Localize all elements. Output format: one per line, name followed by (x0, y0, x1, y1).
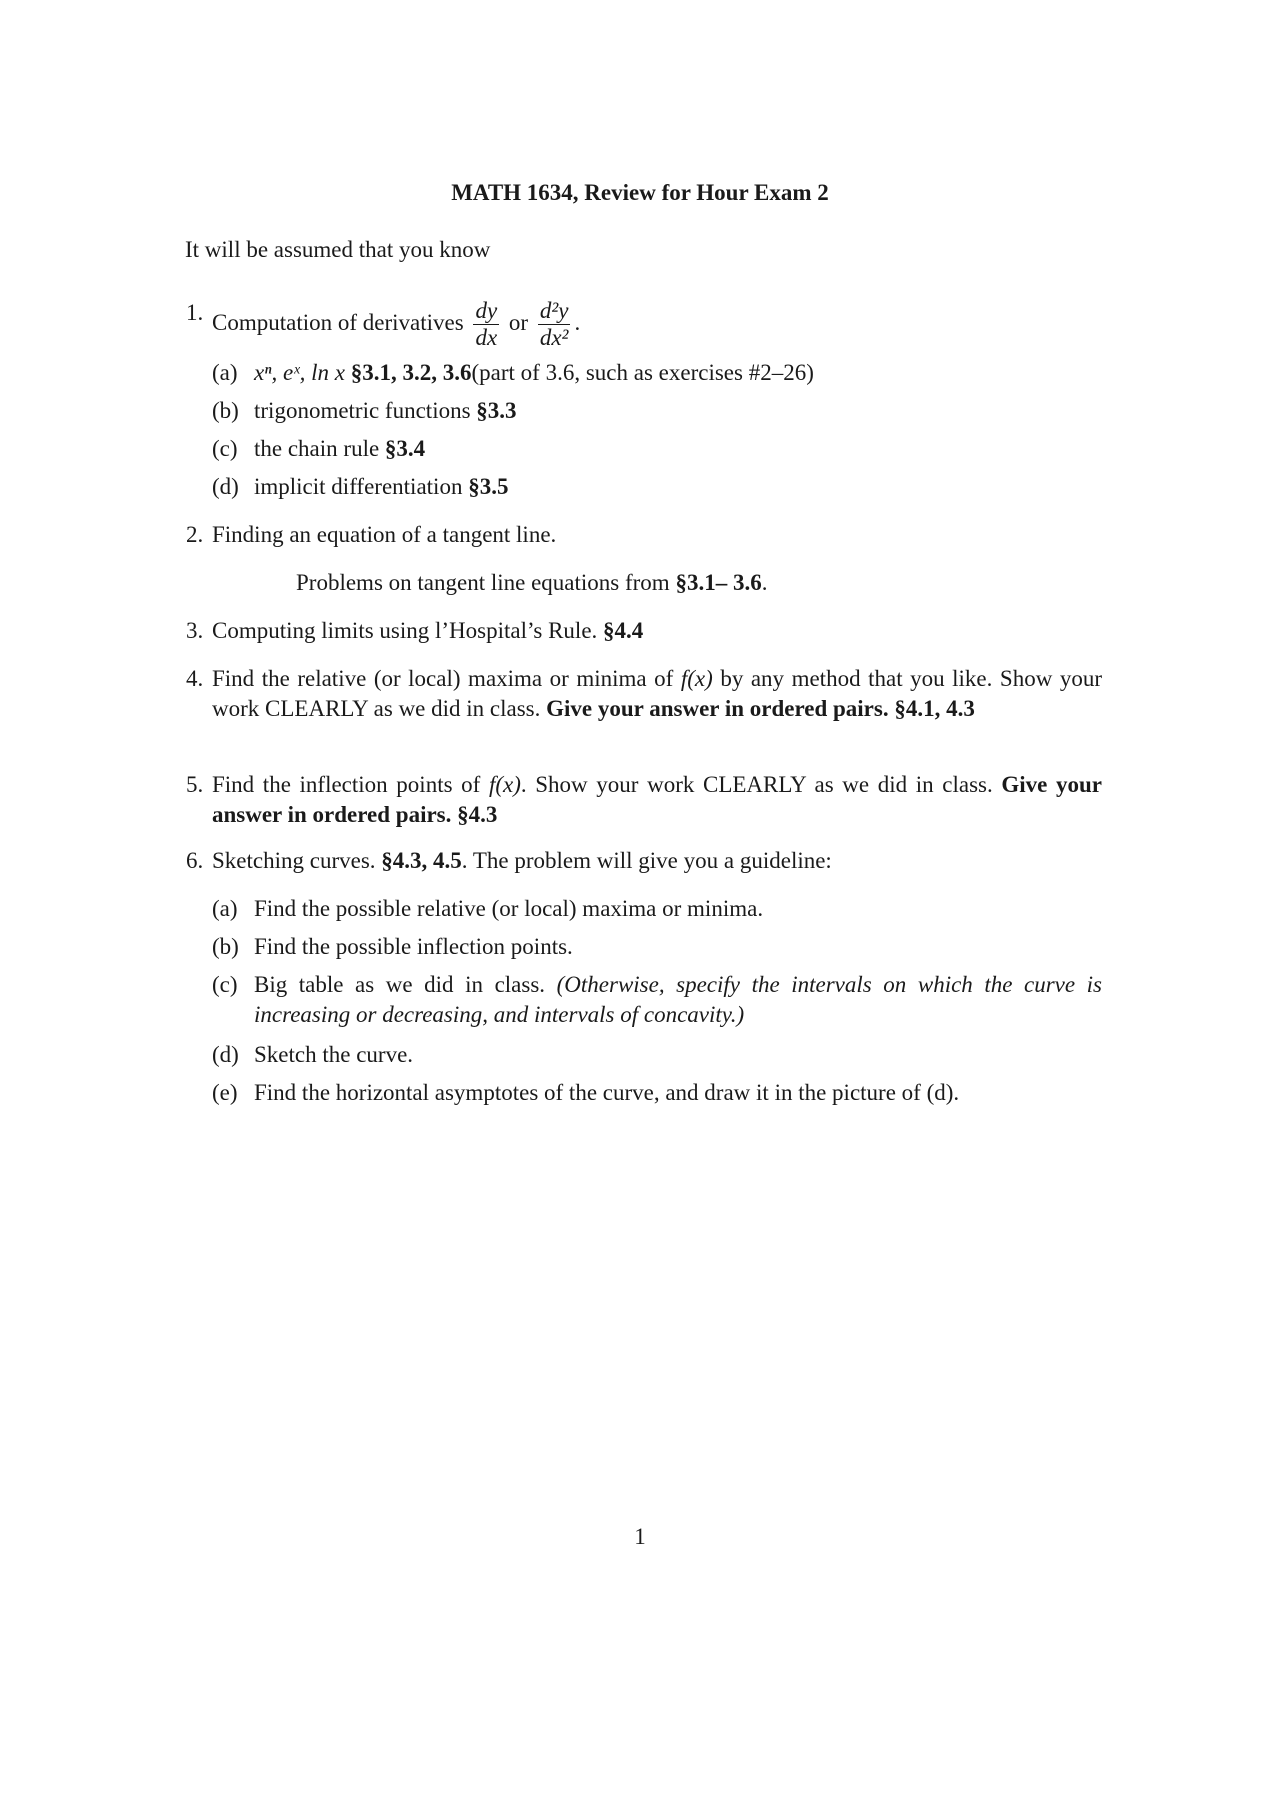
section-ref: §4.3, 4.5 (381, 848, 462, 873)
sub-item-label: (d) (212, 474, 239, 499)
sub-item-6d (212, 1040, 1102, 1070)
page-title: MATH 1634, Review for Hour Exam 2 (451, 180, 829, 205)
item-number: 1. (186, 300, 204, 325)
section-ref: §3.1– 3.6 (675, 570, 762, 595)
sub-item-text: (part of 3.6, such as exercises #2–26) (471, 360, 814, 385)
section-ref: §4.4 (603, 618, 644, 643)
sub-item-text: implicit differentiation (254, 474, 463, 499)
fraction-denominator: dx (475, 325, 498, 350)
sub-item-label: (b) (212, 934, 239, 959)
sub-item-text: trigonometric functions (254, 398, 471, 423)
item-number: 3. (186, 618, 204, 643)
sub-item-1c (212, 434, 1102, 464)
sub-item-1a (212, 358, 1102, 388)
bold-instruction: Give your answer in ordered pairs. §4.1, 4.3 (546, 696, 975, 721)
sub-item-6a (212, 894, 1102, 924)
fraction-numerator: dy (475, 298, 498, 323)
list-item-4 (186, 664, 1102, 724)
sub-item-label: (a) (212, 896, 238, 921)
item-number: 4. (186, 666, 204, 691)
sub-item-1d (212, 472, 1102, 502)
item-text: . Show your work CLEARLY as we did in class. (520, 772, 993, 797)
item-text: by any method that you like. Show your work CLEARLY as we did in class. (212, 666, 1102, 721)
list-item-5 (186, 770, 1103, 830)
sub-item-label: (c) (212, 972, 238, 997)
sub-item-label: (b) (212, 398, 239, 423)
sub-item-italic-note: (Otherwise, specify the intervals on which the curve is increasing or decreasing, and intervals of concavity.) (254, 972, 1103, 1027)
item-number: 6. (186, 848, 204, 873)
list-item-3 (186, 616, 1102, 646)
sub-item-label: (e) (212, 1080, 238, 1105)
sub-item-text: Big table as we did in class. (254, 972, 546, 997)
item-text: Find the inflection points of (212, 772, 481, 797)
sub-item-label: (a) (212, 360, 238, 385)
bold-instruction: Give your answer in ordered pairs. §4.3 (212, 772, 1103, 827)
item-number: 2. (186, 522, 204, 547)
sub-item-text: Find the horizontal asymptotes of the curve, and draw it in the picture of (d). (254, 1080, 960, 1105)
item-text: . (574, 309, 581, 335)
sub-item-label: (d) (212, 1042, 239, 1067)
detail-text: . (761, 570, 768, 595)
item-text: Find the relative (or local) maxima or minima of (212, 666, 674, 691)
function-fx: f(x) (680, 666, 713, 691)
detail-text: Problems on tangent line equations from (296, 570, 670, 595)
sub-item-text: Sketch the curve. (254, 1042, 414, 1067)
sub-item-text: Find the possible relative (or local) maxima or minima. (254, 896, 764, 921)
item-number: 5. (186, 772, 204, 797)
sub-item-6b (212, 932, 1102, 962)
fraction-dy-dx (473, 298, 499, 351)
item-text: Finding an equation of a tangent line. (212, 522, 557, 547)
sub-item-1b (212, 396, 1102, 426)
sub-item-6c (212, 970, 1103, 1030)
function-fx: f(x) (488, 772, 521, 797)
list-item-6 (186, 846, 1102, 876)
item-text: Computing limits using l’Hospital’s Rule. (212, 618, 598, 643)
sub-item-label: (c) (212, 436, 238, 461)
section-ref: §3.5 (468, 474, 509, 499)
item-2-detail (296, 568, 1102, 598)
item-text: or (508, 309, 529, 335)
fraction-denominator: dx² (539, 325, 569, 350)
list-item-1 (186, 298, 1102, 351)
item-text: Computation of derivatives (212, 309, 464, 335)
section-ref: §3.4 (384, 436, 426, 461)
sub-item-text: Find the possible inflection points. (254, 934, 573, 959)
sub-item-text: the chain rule (254, 436, 380, 461)
section-ref: §3.1, 3.2, 3.6 (350, 360, 472, 385)
intro-text: It will be assumed that you know (185, 237, 491, 262)
fraction-d2y-dx2 (538, 298, 571, 351)
page-number: 1 (634, 1524, 646, 1549)
fraction-numerator: d²y (539, 298, 569, 323)
sub-item-math: xⁿ, eˣ, ln x (254, 360, 346, 385)
sub-item-6e (212, 1078, 1102, 1108)
list-item-2 (186, 520, 1102, 550)
item-text: Sketching curves. (212, 848, 376, 873)
section-ref: §3.3 (476, 398, 517, 423)
item-text: . The problem will give you a guideline: (461, 848, 832, 873)
